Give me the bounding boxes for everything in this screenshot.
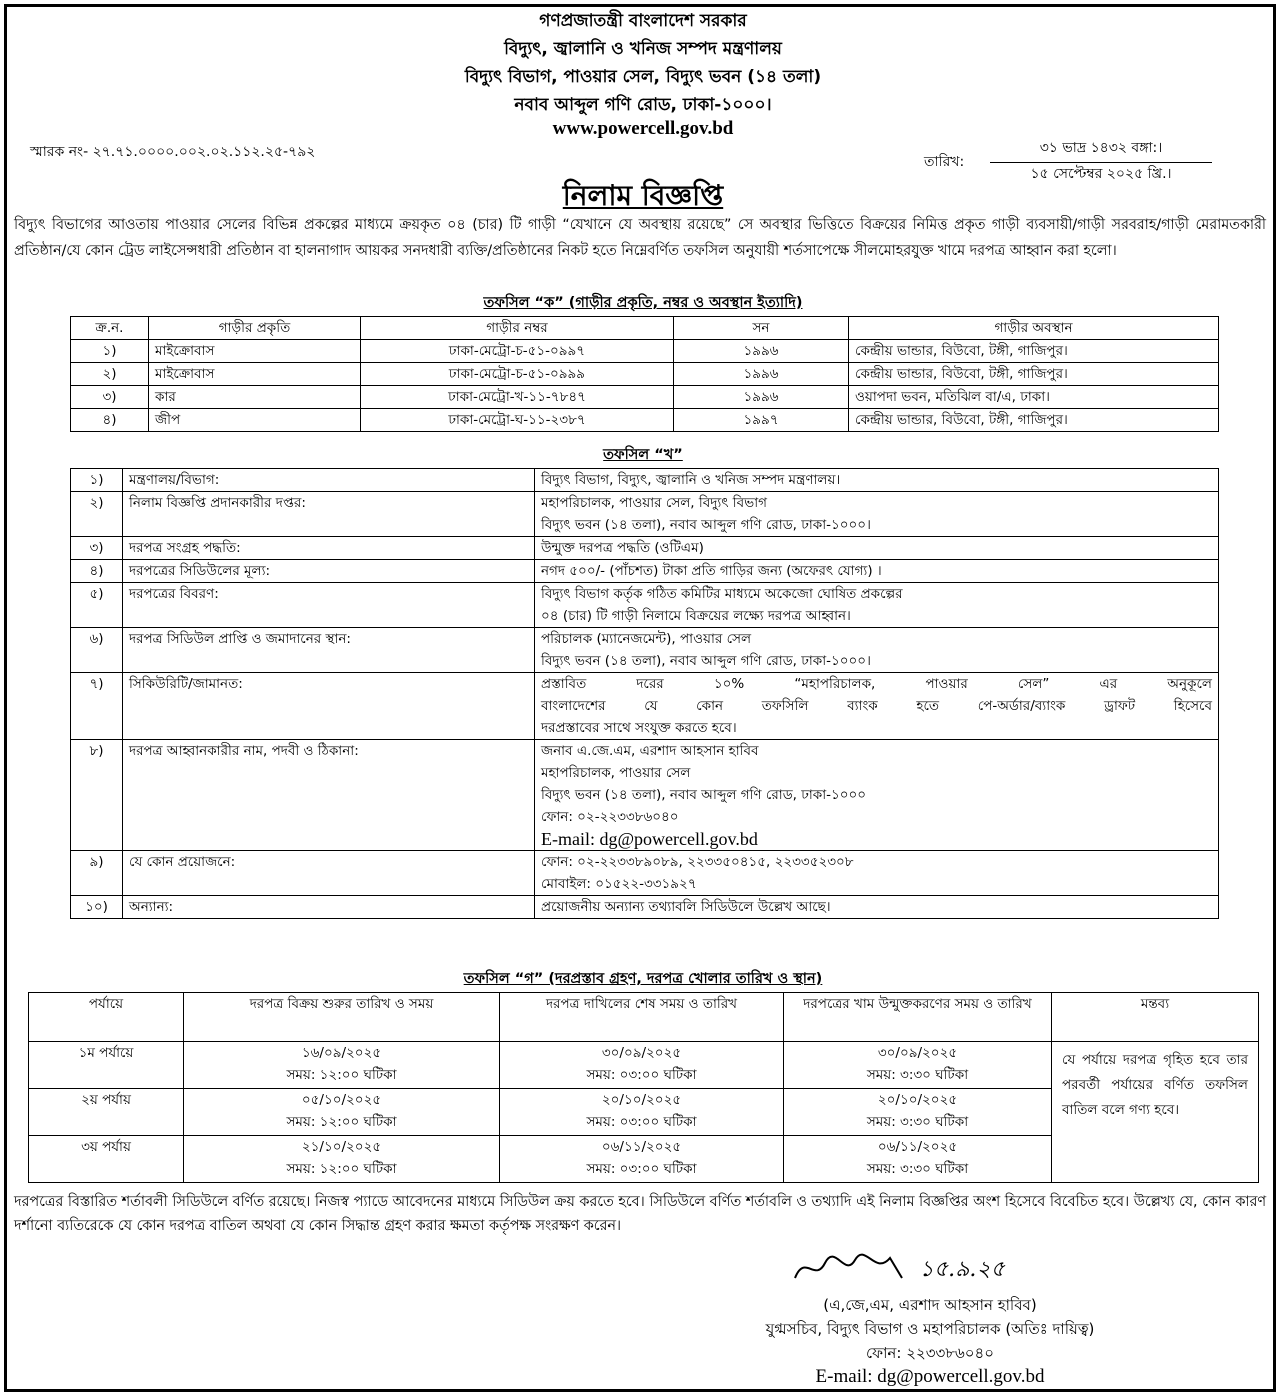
open-time: সময়: ৩:৩০ ঘটিকা [866,1067,969,1083]
cell-value [535,851,1219,896]
date-label: তারিখ: [924,154,965,170]
cell-number: ঢাকা-মেট্রো-ঘ-১১-২৩৮৭ [361,409,674,432]
cell-label: নিলাম বিজ্ঞপ্তি প্রদানকারীর দপ্তর: [123,492,535,537]
cell-type: জীপ [149,409,361,432]
cell-value [535,740,1219,851]
signatory-designation: যুগ্মসচিব, বিদ্যুৎ বিভাগ ও মহাপরিচালক (অতিঃ দায়িত্ব) [765,1320,1095,1338]
table-header-row [29,993,1259,1042]
table-ka-caption: তফসিল “ক” (গাড়ীর প্রকৃতি, নম্বর ও অবস্থান ইত্যাদি) [483,295,803,311]
cell-number: ঢাকা-মেট্রো-খ-১১-৭৮৪৭ [361,386,674,409]
table-row [71,492,1219,537]
submit-time: সময়: ০৩:০০ ঘটিকা [586,1161,697,1177]
signature-mark [790,1248,910,1288]
table-row [71,386,1219,409]
cell-label: দরপত্রের সিডিউলের মূল্য: [123,560,535,583]
cell-serial: ৪) [71,409,149,432]
table-header-row [71,317,1219,340]
cell-type: কার [149,386,361,409]
signature-scrawl [790,1248,1005,1289]
value-line: পরিচালক (ম্যানেজমেন্ট), পাওয়ার সেল [541,631,752,647]
col-submit-deadline: দরপত্র দাখিলের শেষ সময় ও তারিখ [500,993,784,1042]
cell-number: ঢাকা-মেট্রো-চ-৫১-০৯৯৯ [361,363,674,386]
col-serial: ক্র.ন. [71,317,149,340]
cell-year: ১৯৯৭ [674,409,849,432]
value-line: মোবাইল: ০১৫২২-৩৩১৯২৭ [541,876,697,892]
intro-paragraph: বিদ্যুৎ বিভাগের আওতায় পাওয়ার সেলের বিভিন্ন প্রকল্পের মাধ্যমে ক্রয়কৃত ০৪ (চার) টি গাড়ী “যেখানে যে অবস্থায় রয়েছে” সে অবস্থার ভিত্তিতে বিক্রয়ের নিমিত্ত প্রকৃত গাড়ী ব্যবসায়ী/গাড়ী সরবরাহ/গাড়ী মেরামতকারী প্রতিষ্ঠান/যে কোন ট্রেড লাইসেন্সধারী প্রতিষ্ঠান বা হালনাগাদ আয়কর সনদধারী ব্যক্তি/প্রতিষ্ঠানের নিকট হতে নিম্নেবর্ণিত তফসিল অনুযায়ী শর্তসাপেক্ষে সীলমোহরযুক্ত খামে দরপত্র আহ্বান করা হলো। [14,217,1266,259]
col-number: গাড়ীর নম্বর [361,317,674,340]
sale-time: সময়: ১২:০০ ঘটিকা [286,1114,397,1130]
notice-title: নিলাম বিজ্ঞপ্তি [562,179,724,212]
date-english: ১৫ সেপ্টেম্বর ২০২৫ খ্রি.। [1030,166,1172,182]
value-line: ফোন: ০২-২২৩৩৮৬০৪০ [541,809,679,825]
table-row [71,583,1219,628]
cell-serial: ৩) [71,537,123,560]
office-address: নবাব আব্দুল গণি রোড, ঢাকা-১০০০। [514,95,772,115]
col-phase: পর্যায়ে [29,993,184,1042]
table-row [71,851,1219,896]
value-line: বিদ্যুৎ বিভাগ কর্তৃক গঠিত কমিটির মাধ্যমে অকেজো ঘোষিত প্রকল্পের [541,586,903,602]
cell-serial: ১) [71,340,149,363]
cell-serial: ৬) [71,628,123,673]
cell-serial: ১০) [71,896,123,919]
cell-year: ১৯৯৬ [674,386,849,409]
open-time: সময়: ৩:৩০ ঘটিকা [866,1161,969,1177]
value-line: বিদ্যুৎ বিভাগ, বিদ্যুৎ, জ্বালানি ও খনিজ সম্পদ মন্ত্রণালয়। [541,472,841,488]
open-time: সময়: ৩:৩০ ঘটিকা [866,1114,969,1130]
cell-label: সিকিউরিটি/জামানত: [123,673,535,740]
details-table [70,468,1219,919]
cell-submit [500,1042,784,1089]
value-line: প্রস্তাবিত দরের ১০% “মহাপরিচালক, পাওয়ার সেল” এর অনুকূলে [541,676,1212,692]
signature-date: ১৫.৯.২৫ [919,1257,1005,1282]
value-line: বিদ্যুৎ ভবন (১৪ তলা), নবাব আব্দুল গণি রোড, ঢাকা-১০০০। [541,653,871,669]
col-location: গাড়ীর অবস্থান [849,317,1219,340]
cell-serial: ৭) [71,673,123,740]
value-line: মহাপরিচালক, পাওয়ার সেল, বিদ্যুৎ বিভাগ [541,495,767,511]
cell-year: ১৯৯৬ [674,363,849,386]
sale-date: ১৬/০৯/২০২৫ [301,1045,382,1061]
cell-phase: ৩য় পর্যায় [29,1136,184,1183]
submit-date: ২০/১০/২০২৫ [601,1092,682,1108]
cell-serial: ৩) [71,386,149,409]
cell-submit [500,1136,784,1183]
cell-value [535,537,1219,560]
table-row [71,673,1219,740]
cell-label: যে কোন প্রয়োজনে: [123,851,535,896]
cell-label: মন্ত্রণালয়/বিভাগ: [123,469,535,492]
cell-phase: ১ম পর্যায়ে [29,1042,184,1089]
col-type: গাড়ীর প্রকৃতি [149,317,361,340]
vehicle-table [70,316,1219,432]
value-line: জনাব এ.জে.এম, এরশাদ আহসান হাবিব [541,743,759,759]
submit-date: ৩০/০৯/২০২৫ [601,1045,682,1061]
cell-remark: যে পর্যায়ে দরপত্র গৃহিত হবে তার পরবর্তী পর্যায়ের বর্ণিত তফসিল বাতিল বলে গণ্য হবে। [1052,1042,1259,1183]
cell-location: কেন্দ্রীয় ভান্ডার, বিউবো, টঙ্গী, গাজিপুর। [849,363,1219,386]
cell-sale [184,1136,500,1183]
cell-label: দরপত্র সংগ্রহ পদ্ধতি: [123,537,535,560]
value-line: উন্মুক্ত দরপত্র পদ্ধতি (ওটিএম) [541,540,704,556]
cell-label: অন্যান্য: [123,896,535,919]
table-row [71,740,1219,851]
gov-title: গণপ্রজাতন্ত্রী বাংলাদেশ সরকার [539,11,747,31]
table-kha-caption: তফসিল “খ” [603,447,683,463]
submit-date: ০৬/১১/২০২৫ [601,1139,682,1155]
submit-time: সময়: ০৩:০০ ঘটিকা [586,1067,697,1083]
value-line: ফোন: ০২-২২৩৩৮৯০৮৯, ২২৩৩৫০৪১৫, ২২৩৩৫২৩০৮ [541,854,854,870]
cell-phase: ২য় পর্যায় [29,1089,184,1136]
signatory-name: (এ,জে,এম, এরশাদ আহসান হাবিব) [823,1296,1037,1314]
cell-serial: ২) [71,363,149,386]
signatory-phone: ফোন: ২২৩৩৮৬০৪০ [866,1344,994,1362]
sale-time: সময়: ১২:০০ ঘটিকা [286,1067,397,1083]
col-year: সন [674,317,849,340]
cell-serial: ৯) [71,851,123,896]
table-row [71,537,1219,560]
submit-time: সময়: ০৩:০০ ঘটিকা [586,1114,697,1130]
value-line: বাংলাদেশের যে কোন তফসিলি ব্যাংক হতে পে-অর্ডার/ব্যাংক ড্রাফট হিসেবে [541,698,1212,714]
cell-label: দরপত্র সিডিউল প্রাপ্তি ও জমাদানের স্থান: [123,628,535,673]
cell-open [784,1136,1052,1183]
cell-value [535,896,1219,919]
value-line: ০৪ (চার) টি গাড়ী নিলামে বিক্রয়ের লক্ষ্যে দরপত্র আহ্বান। [541,608,851,624]
cell-value [535,560,1219,583]
date-bangla: ৩১ ভাদ্র ১৪৩২ বঙ্গা:। [990,136,1212,163]
cell-year: ১৯৯৬ [674,340,849,363]
table-row [71,560,1219,583]
footer-note: দরপত্রের বিস্তারিত শর্তাবলী সিডিউলে বর্ণিত রয়েছে। নিজস্ব প্যাডে আবেদনের মাধ্যমে সিডিউল ক্রয় করতে হবে। সিডিউলে বর্ণিত শর্তাবলি ও তথ্যাদি এই নিলাম বিজ্ঞপ্তির অংশ হিসেবে বিবেচিত হবে। উল্লেখ্য যে, কোন কারণ দর্শানো ব্যতিরেকে যে কোন দরপত্র বাতিল অথবা যে কোন সিদ্ধান্ত গ্রহণ করার ক্ষমতা কর্তৃপক্ষ সংরক্ষণ করেন। [14,1194,1266,1234]
sale-date: ০৫/১০/২০২৫ [301,1092,382,1108]
open-date: ৩০/০৯/২০২৫ [877,1045,958,1061]
value-line: দরপ্রস্তাবের সাথে সংযুক্ত করতে হবে। [541,720,737,736]
cell-value [535,492,1219,537]
cell-open [784,1042,1052,1089]
cell-value [535,673,1219,740]
sale-time: সময়: ১২:০০ ঘটিকা [286,1161,397,1177]
table-row [71,469,1219,492]
table-row [71,340,1219,363]
table-row [71,409,1219,432]
cell-serial: ১) [71,469,123,492]
table-row [29,1042,1259,1089]
schedule-table [28,992,1259,1183]
table-row [71,363,1219,386]
cell-sale [184,1089,500,1136]
cell-value [535,469,1219,492]
cell-label: দরপত্রের বিবরণ: [123,583,535,628]
website-link[interactable]: www.powercell.gov.bd [552,118,734,139]
cell-serial: ৫) [71,583,123,628]
cell-serial: ৮) [71,740,123,851]
cell-value [535,628,1219,673]
cell-submit [500,1089,784,1136]
table-ga-caption: তফসিল “গ” (দরপ্রস্তাব গ্রহণ, দরপত্র খোলার তারিখ ও স্থান) [463,971,823,987]
value-line: বিদ্যুৎ ভবন (১৪ তলা), নবাব আব্দুল গণি রোড, ঢাকা-১০০০। [541,517,871,533]
table-row [71,628,1219,673]
cell-label: দরপত্র আহ্বানকারীর নাম, পদবী ও ঠিকানা: [123,740,535,851]
value-line: বিদ্যুৎ ভবন (১৪ তলা), নবাব আব্দুল গণি রোড, ঢাকা-১০০০ [541,787,867,803]
value-line: নগদ ৫০০/- (পাঁচশত) টাকা প্রতি গাড়ির জন্য (অফেরৎ যোগ্য) । [541,563,882,579]
value-line: মহাপরিচালক, পাওয়ার সেল [541,765,691,781]
open-date: ২০/১০/২০২৫ [877,1092,958,1108]
cell-number: ঢাকা-মেট্রো-চ-৫১-০৯৯৭ [361,340,674,363]
col-sale-start: দরপত্র বিক্রয় শুরুর তারিখ ও সময় [184,993,500,1042]
value-line: প্রয়োজনীয় অন্যান্য তথ্যাবলি সিডিউলে উল্লেখ আছে। [541,899,831,915]
cell-type: মাইক্রোবাস [149,340,361,363]
cell-location: ওয়াপদা ভবন, মতিঝিল বা/এ, ঢাকা। [849,386,1219,409]
col-remarks: মন্তব্য [1052,993,1259,1042]
cell-open [784,1089,1052,1136]
cell-location: কেন্দ্রীয় ভান্ডার, বিউবো, টঙ্গী, গাজিপুর। [849,340,1219,363]
sale-date: ২১/১০/২০২৫ [301,1139,382,1155]
signatory-email[interactable]: E-mail: dg@powercell.gov.bd [815,1366,1045,1387]
open-date: ০৬/১১/২০২৫ [877,1139,958,1155]
cell-sale [184,1042,500,1089]
cell-serial: ৪) [71,560,123,583]
cell-type: মাইক্রোবাস [149,363,361,386]
ministry-title: বিদ্যুৎ, জ্বালানি ও খনিজ সম্পদ মন্ত্রণালয় [504,39,782,59]
memo-ref: স্মারক নং- ২৭.৭১.০০০০.০০২.০২.১১২.২৫-৭৯২ [30,144,316,160]
col-opening: দরপত্রের খাম উন্মুক্তকরণের সময় ও তারিখ [784,993,1052,1042]
cell-serial: ২) [71,492,123,537]
value-line: E-mail: dg@powercell.gov.bd [541,829,758,849]
cell-location: কেন্দ্রীয় ভান্ডার, বিউবো, টঙ্গী, গাজিপুর। [849,409,1219,432]
table-row [71,896,1219,919]
office-title: বিদ্যুৎ বিভাগ, পাওয়ার সেল, বিদ্যুৎ ভবন (১৪ তলা) [464,67,822,87]
cell-value [535,583,1219,628]
